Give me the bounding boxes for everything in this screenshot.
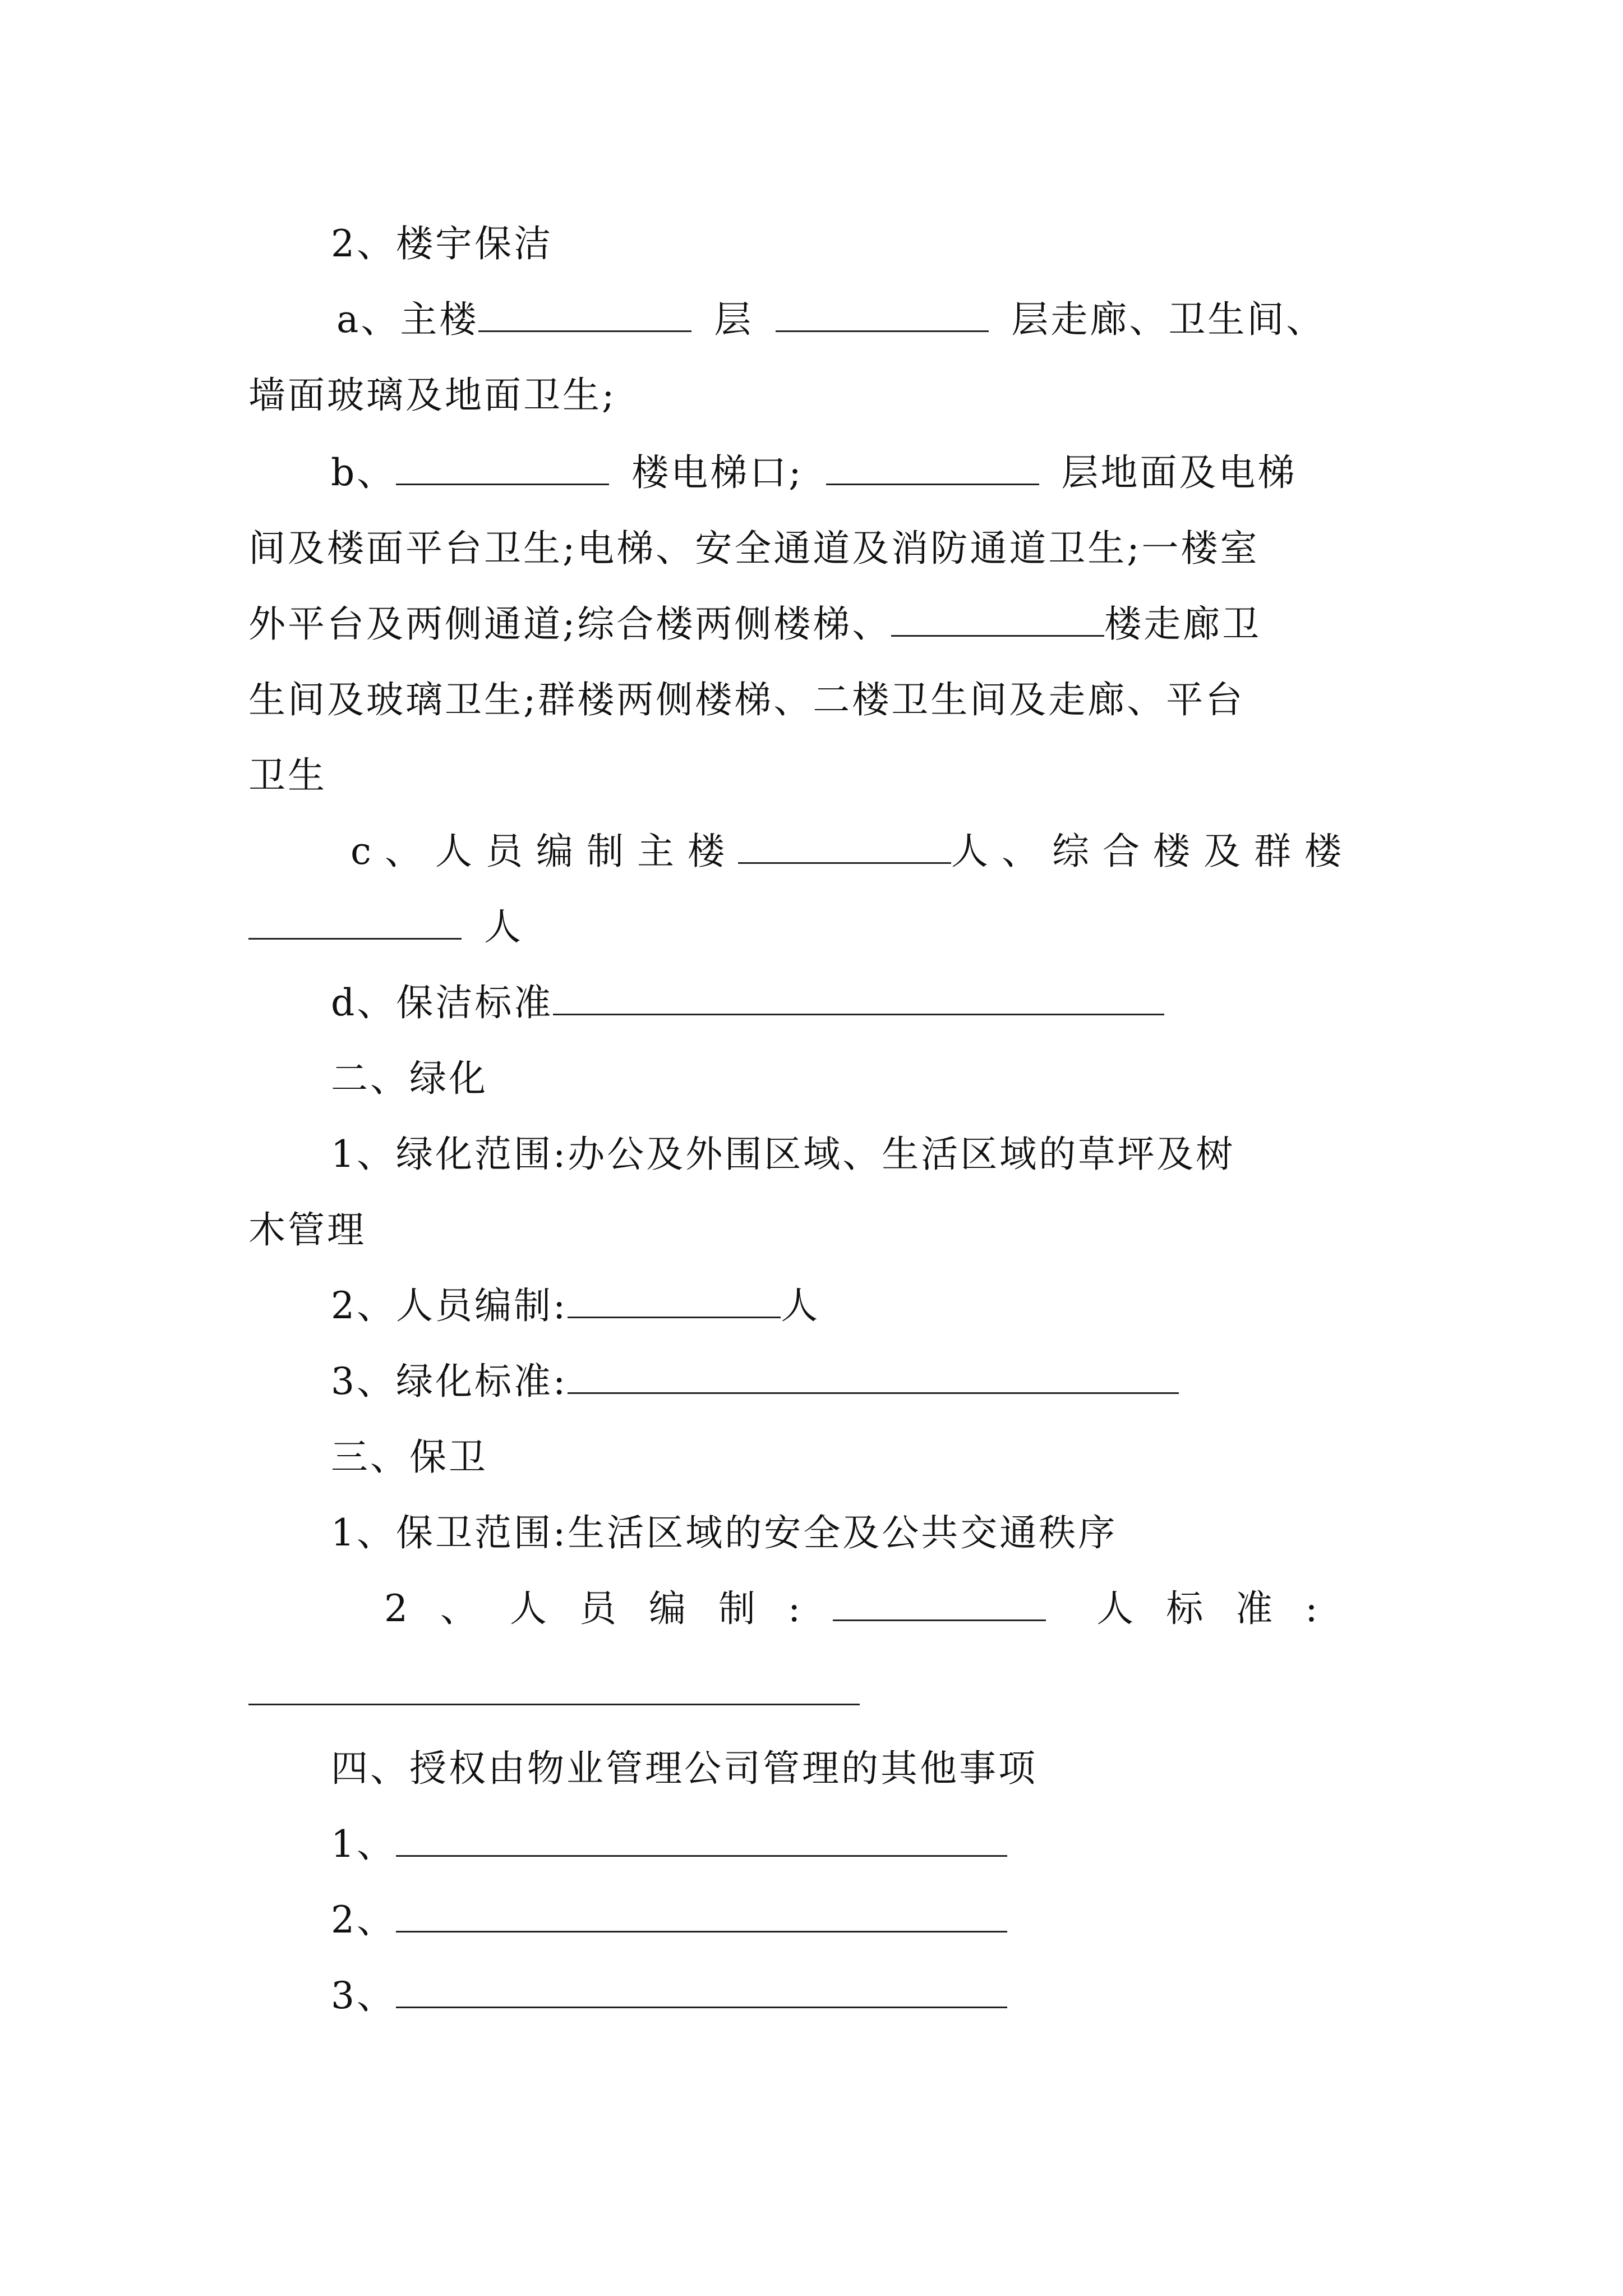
line-other-item-1: 1、: [331, 1822, 1007, 1867]
line-greening-scope: 1、绿化范围:办公及外围区域、生活区域的草坪及树: [331, 1133, 1235, 1176]
line-item-a-cont: 墙面玻璃及地面卫生;: [248, 374, 617, 417]
blank-field[interactable]: [891, 602, 1104, 637]
blank-field[interactable]: [568, 1284, 781, 1318]
blank-field[interactable]: [826, 451, 1039, 485]
line-item-b-cont-3: 生间及玻璃卫生;群楼两侧楼梯、二楼卫生间及走廊、平台: [248, 678, 1245, 721]
blank-field[interactable]: [738, 830, 951, 864]
line-security-staff: 2、人员编制: 人标准:: [384, 1587, 1350, 1630]
blank-field[interactable]: [776, 298, 989, 332]
line-item-b-cont-4: 卫生: [248, 754, 327, 797]
line-item-b-cont-1: 间及楼面平台卫生;电梯、安全通道及消防通道卫生;一楼室: [248, 527, 1260, 570]
line-section-security: 三、保卫: [331, 1435, 488, 1479]
blank-field[interactable]: [478, 298, 691, 332]
line-section-building-cleaning: 2、楼宇保洁: [331, 222, 553, 265]
line-security-standard-blank: [248, 1671, 860, 1715]
line-security-scope: 1、保卫范围:生活区域的安全及公共交通秩序: [331, 1511, 1118, 1554]
line-item-d: d、保洁标准: [331, 981, 1164, 1025]
line-section-greening: 二、绿化: [331, 1057, 488, 1100]
line-greening-staff: 2、人员编制: 人: [331, 1284, 820, 1327]
line-item-c: c、人员编制主楼 人、综合楼及群楼: [351, 830, 1355, 873]
line-greening-scope-cont: 木管理: [248, 1208, 366, 1251]
blank-field[interactable]: [396, 1898, 1007, 1932]
blank-field[interactable]: [553, 981, 1164, 1015]
line-item-c-cont: 人: [248, 905, 523, 950]
line-greening-standard: 3、绿化标准:: [331, 1359, 1179, 1404]
line-section-other-matters: 四、授权由物业管理公司管理的其他事项: [331, 1747, 1038, 1790]
blank-field[interactable]: [833, 1587, 1046, 1621]
line-item-a: a、主楼 层 层走廊、卫生间、: [336, 298, 1326, 341]
blank-field[interactable]: [396, 1974, 1007, 2008]
line-other-item-2: 2、: [331, 1898, 1007, 1943]
line-item-b-cont-2: 外平台及两侧通道;综合楼两侧楼梯、 楼走廊卫: [248, 602, 1262, 646]
blank-field[interactable]: [396, 1823, 1007, 1857]
blank-field[interactable]: [248, 1671, 860, 1705]
blank-field[interactable]: [248, 905, 462, 940]
blank-field[interactable]: [396, 451, 609, 485]
line-item-b: b、 楼电梯口; 层地面及电梯: [331, 451, 1297, 494]
line-other-item-3: 3、: [331, 1973, 1007, 2018]
blank-field[interactable]: [568, 1360, 1179, 1394]
